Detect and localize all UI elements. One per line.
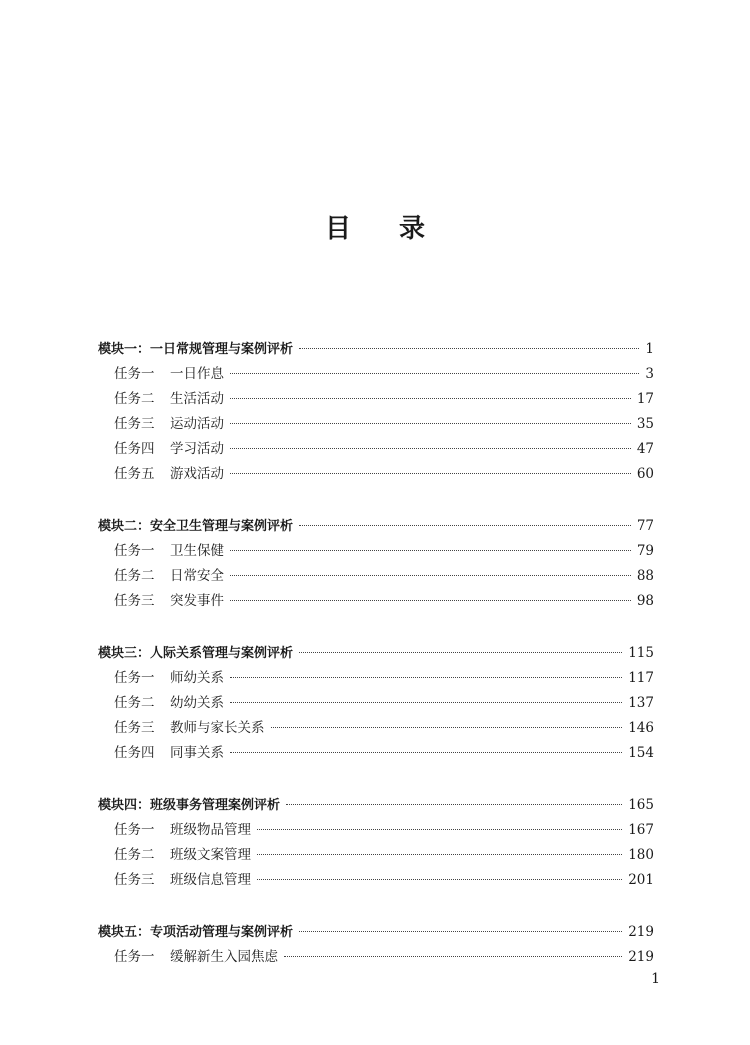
task-page: 180 [628,847,654,863]
dot-leader [230,701,622,703]
module-page: 115 [628,645,654,661]
dot-leader [230,472,631,474]
task-id: 任务一 [114,366,155,382]
dot-leader [230,574,631,576]
task-id: 任务一 [114,670,155,686]
module-page: 219 [628,924,654,940]
task-title: 师幼关系 [170,670,224,686]
task-title: 班级物品管理 [170,822,251,838]
task-page: 98 [636,593,654,609]
dot-leader [230,751,622,753]
task-title: 运动活动 [170,416,224,432]
toc-task-entry[interactable] [98,362,654,387]
task-id: 任务四 [114,441,155,457]
task-page: 88 [636,568,654,584]
table-of-contents [98,337,654,997]
module-title: 模块一：一日常规管理与案例评析 [98,342,294,357]
task-title: 缓解新生入园焦虑 [170,949,278,965]
dot-leader [257,853,622,855]
task-id: 任务三 [114,872,155,888]
task-title: 教师与家长关系 [170,720,265,736]
task-page: 154 [628,745,654,761]
page-title [0,208,750,245]
toc-task-entry[interactable] [98,716,654,741]
dot-leader [299,347,639,349]
dot-leader [271,726,623,728]
dot-leader [230,397,631,399]
toc-task-entry[interactable] [98,666,654,691]
task-title: 突发事件 [170,593,224,609]
task-id: 任务三 [114,720,155,736]
task-page: 79 [636,543,654,559]
toc-task-entry[interactable] [98,818,654,843]
task-id: 任务一 [114,543,155,559]
toc-module [98,920,654,970]
task-id: 任务二 [114,847,155,863]
toc-task-entry[interactable] [98,691,654,716]
dot-leader [230,599,631,601]
task-id: 任务三 [114,416,155,432]
toc-task-entry[interactable] [98,539,654,564]
dot-leader [257,828,622,830]
dot-leader [230,447,631,449]
task-page: 47 [636,441,654,457]
task-title: 一日作息 [170,366,224,382]
dot-leader [299,651,622,653]
toc-task-entry[interactable] [98,843,654,868]
dot-leader [230,372,639,374]
title-char-2: 录 [399,214,426,244]
task-title: 卫生保健 [170,543,224,559]
dot-leader [286,803,622,805]
task-id: 任务一 [114,822,155,838]
task-page: 117 [628,670,654,686]
toc-task-entry[interactable] [98,564,654,589]
module-page: 165 [628,797,654,813]
task-title: 幼幼关系 [170,695,224,711]
toc-module [98,793,654,893]
module-title: 模块四：班级事务管理案例评析 [98,798,281,813]
toc-module [98,641,654,766]
task-title: 同事关系 [170,745,224,761]
module-title: 模块二：安全卫生管理与案例评析 [98,519,294,534]
title-char-1: 目 [324,214,351,244]
task-title: 日常安全 [170,568,224,584]
toc-task-entry[interactable] [98,387,654,412]
toc-module [98,514,654,614]
task-id: 任务二 [114,695,155,711]
task-id: 任务四 [114,745,155,761]
task-id: 任务五 [114,466,155,482]
dot-leader [230,422,631,424]
task-title: 班级信息管理 [170,872,251,888]
toc-task-entry[interactable] [98,589,654,614]
module-page: 1 [645,341,654,357]
toc-module-entry[interactable] [98,920,654,945]
dot-leader [299,524,631,526]
toc-task-entry[interactable] [98,741,654,766]
module-page: 77 [636,518,654,534]
task-page: 17 [636,391,654,407]
task-id: 任务三 [114,593,155,609]
toc-task-entry[interactable] [98,462,654,487]
toc-module-entry[interactable] [98,337,654,362]
task-page: 60 [636,466,654,482]
task-page: 146 [628,720,654,736]
toc-task-entry[interactable] [98,945,654,970]
toc-task-entry[interactable] [98,412,654,437]
module-title: 模块三：人际关系管理与案例评析 [98,646,294,661]
toc-module-entry[interactable] [98,514,654,539]
task-page: 35 [636,416,654,432]
task-id: 任务二 [114,568,155,584]
toc-module-entry[interactable] [98,793,654,818]
task-title: 游戏活动 [170,466,224,482]
task-page: 201 [628,872,654,888]
task-title: 生活活动 [170,391,224,407]
task-id: 任务二 [114,391,155,407]
task-page: 167 [628,822,654,838]
module-title: 模块五：专项活动管理与案例评析 [98,925,294,940]
toc-module [98,337,654,487]
dot-leader [230,549,631,551]
task-page: 219 [628,949,654,965]
dot-leader [257,878,622,880]
toc-task-entry[interactable] [98,437,654,462]
toc-module-entry[interactable] [98,641,654,666]
task-id: 任务一 [114,949,155,965]
task-title: 学习活动 [170,441,224,457]
page-number: 1 [651,971,660,987]
toc-task-entry[interactable] [98,868,654,893]
dot-leader [299,930,622,932]
dot-leader [230,676,622,678]
task-page: 137 [628,695,654,711]
task-page: 3 [645,366,654,382]
task-title: 班级文案管理 [170,847,251,863]
dot-leader [284,955,622,957]
